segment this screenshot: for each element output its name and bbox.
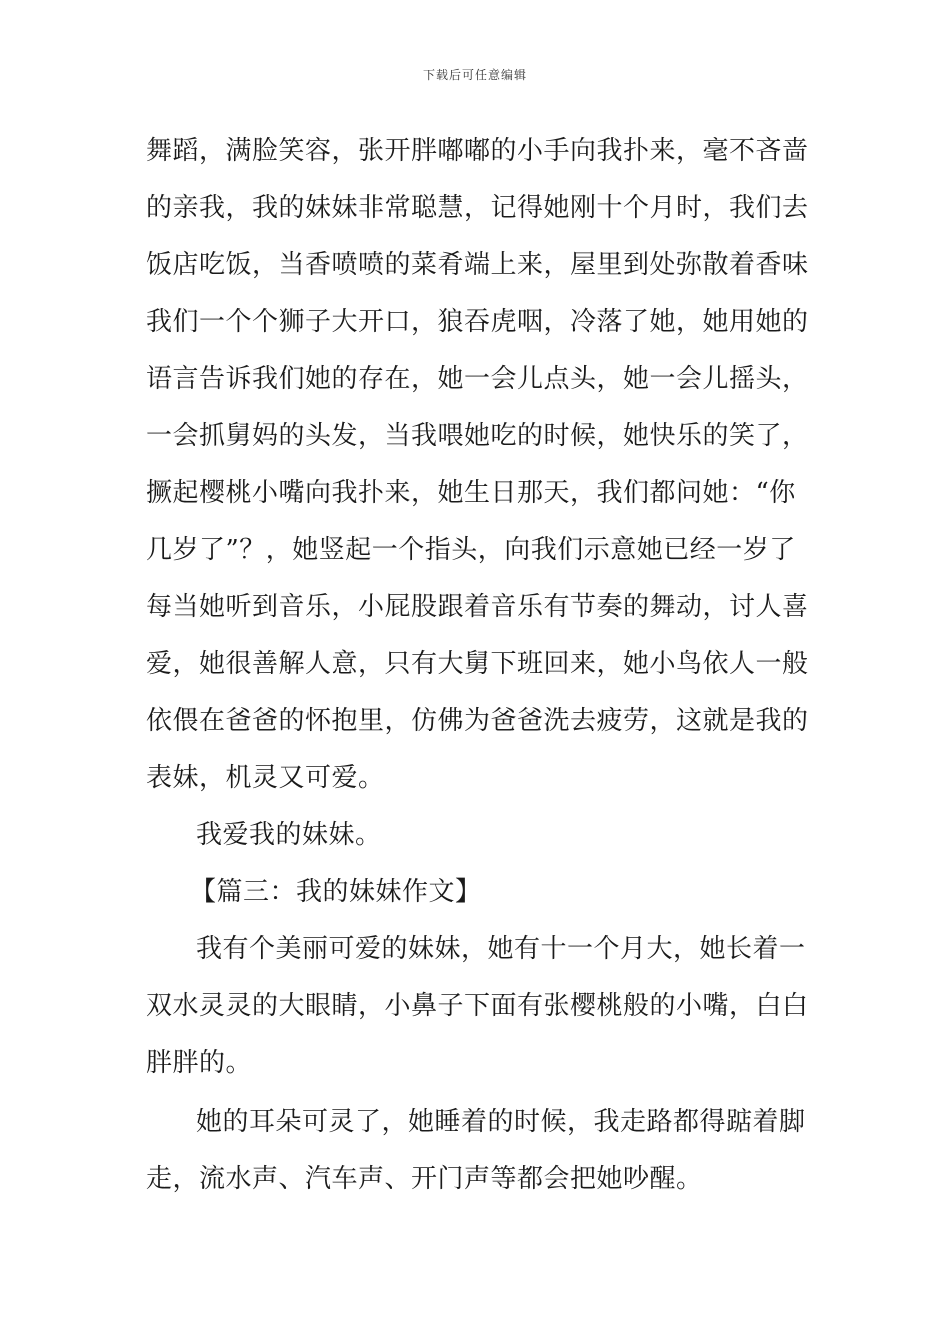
body-line: 双水灵灵的大眼睛，小鼻子下面有张樱桃般的小嘴，白白 <box>146 991 809 1021</box>
body-line: 语言告诉我们她的存在，她一会儿点头，她一会儿摇头， <box>146 364 809 394</box>
body-line: 一会抓舅妈的头发，当我喂她吃的时候，她快乐的笑了， <box>146 421 809 451</box>
paragraph-line: 我爱我的妹妹。 <box>196 820 382 850</box>
body-line: 走，流水声、汽车声、开门声等都会把她吵醒。 <box>146 1164 703 1194</box>
body-line: 爱，她很善解人意，只有大舅下班回来，她小鸟依人一般 <box>146 649 809 679</box>
body-line: 我们一个个狮子大开口，狼吞虎咽，冷落了她，她用她的 <box>146 307 809 337</box>
paragraph-line: 我有个美丽可爱的妹妹，她有十一个月大，她长着一 <box>196 934 806 964</box>
page-header: 下载后可任意编辑 <box>422 68 527 82</box>
section-heading: 【篇三：我的妹妹作文】 <box>190 877 482 907</box>
body-line: 几岁了”？，她竖起一个指头，向我们示意她已经一岁了 <box>146 535 796 565</box>
body-line: 撅起樱桃小嘴向我扑来，她生日那天，我们都问她：“你 <box>146 478 796 508</box>
body-line: 表妹，机灵又可爱。 <box>146 763 385 793</box>
body-line: 舞蹈，满脸笑容，张开胖嘟嘟的小手向我扑来，毫不吝啬 <box>146 136 809 166</box>
body-line: 饭店吃饭，当香喷喷的菜肴端上来，屋里到处弥散着香味 <box>146 250 809 280</box>
body-line: 的亲我，我的妹妹非常聪慧，记得她刚十个月时，我们去 <box>146 193 809 223</box>
body-line: 胖胖的。 <box>146 1048 253 1078</box>
paragraph-line: 她的耳朵可灵了，她睡着的时候，我走路都得踮着脚 <box>196 1107 806 1137</box>
body-line: 依偎在爸爸的怀抱里，仿佛为爸爸洗去疲劳，这就是我的 <box>146 706 809 736</box>
body-line: 每当她听到音乐，小屁股跟着音乐有节奏的舞动，讨人喜 <box>146 592 809 622</box>
